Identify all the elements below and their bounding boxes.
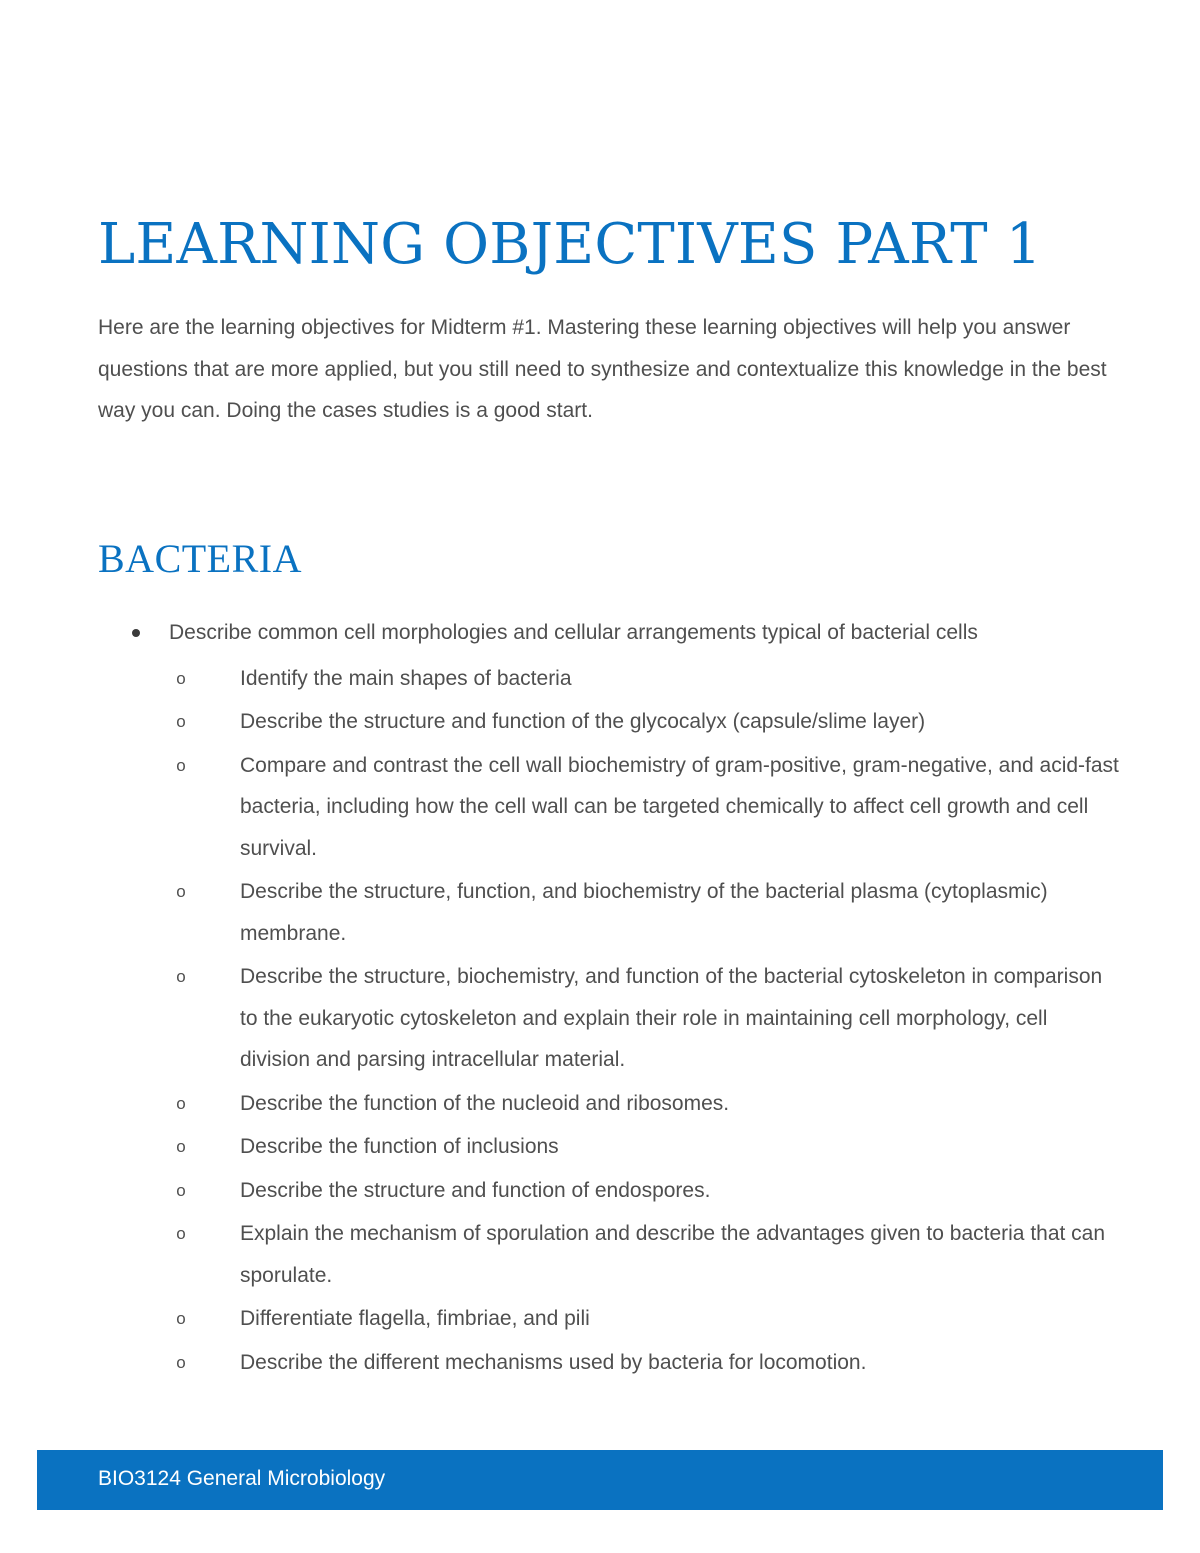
objective-item [98,612,1119,1383]
sub-objective-text: Differentiate flagella, fimbriae, and pili [240,1307,590,1330]
hollow-bullet-icon: o [176,1093,186,1113]
sub-objective-item [169,745,1120,870]
sub-objective-text: Identify the main shapes of bacteria [240,666,572,690]
page-title: LEARNING OBJECTIVES PART 1 [98,212,1042,277]
sub-objectives-list [169,658,1119,1384]
objective-text: Describe common cell morphologies and cellular arrangements typical of bacterial cells [169,621,978,644]
sub-objective-item [169,658,1120,700]
objectives-list [98,612,1119,1385]
sub-objective-item [169,1342,1120,1384]
hollow-bullet-icon: o [176,1180,186,1200]
sub-objective-text: Compare and contrast the cell wall biochemistry of gram-positive, gram-negative, and acid-fast bacteria, including how the cell wall can be targeted chemically to affect cell growth and cell survival. [240,753,1119,860]
sub-objective-text: Describe the structure, function, and biochemistry of the bacterial plasma (cytoplasmic) membrane. [240,880,1048,945]
sub-objective-item [169,701,1120,743]
hollow-bullet-icon: o [176,967,186,986]
sub-objective-item [169,956,1120,1081]
hollow-bullet-icon: o [176,1224,186,1243]
sub-objective-text: Describe the structure, biochemistry, and function of the bacterial cytoskeleton in comparison to the eukaryotic cytoskeleton and explain their role in maintaining cell morphology, cell division and parsing intracellular material. [240,965,1103,1071]
sub-objective-item [169,1298,1120,1340]
sub-objective-text: Describe the function of the nucleoid and ribosomes. [240,1091,730,1115]
sub-objective-text: Describe the structure and function of endospores. [240,1178,711,1202]
hollow-bullet-icon: o [176,755,186,775]
footer-bar [37,1450,1163,1510]
hollow-bullet-icon: o [176,1309,186,1328]
sub-objective-text: Describe the structure and function of the glycocalyx (capsule/slime layer) [240,710,926,733]
sub-objective-item [169,1083,1120,1125]
hollow-bullet-icon: o [176,712,186,731]
footer-course-name: BIO3124 General Microbiology [98,1467,386,1490]
hollow-bullet-icon: o [176,882,186,901]
sub-objective-item [169,1213,1120,1296]
hollow-bullet-icon: o [176,1352,186,1372]
section-title-bacteria: BACTERIA [98,536,302,581]
bullet-icon [132,629,140,637]
sub-objective-item [169,871,1120,954]
sub-objective-text: Describe the function of inclusions [240,1135,559,1158]
sub-objective-item [169,1170,1120,1212]
sub-objective-text: Describe the different mechanisms used by bacteria for locomotion. [240,1350,867,1374]
hollow-bullet-icon: o [176,1137,186,1156]
sub-objective-text: Explain the mechanism of sporulation and describe the advantages given to bacteria that can sporulate. [240,1222,1106,1287]
hollow-bullet-icon: o [176,668,186,688]
sub-objective-item [169,1126,1120,1168]
intro-paragraph: Here are the learning objectives for Midterm #1. Mastering these learning objectives will help you answer questions that are more applied, but you still need to synthesize and contextualize this knowledge in the best way you can. Doing the cases studies is a good start. [98,316,1107,422]
